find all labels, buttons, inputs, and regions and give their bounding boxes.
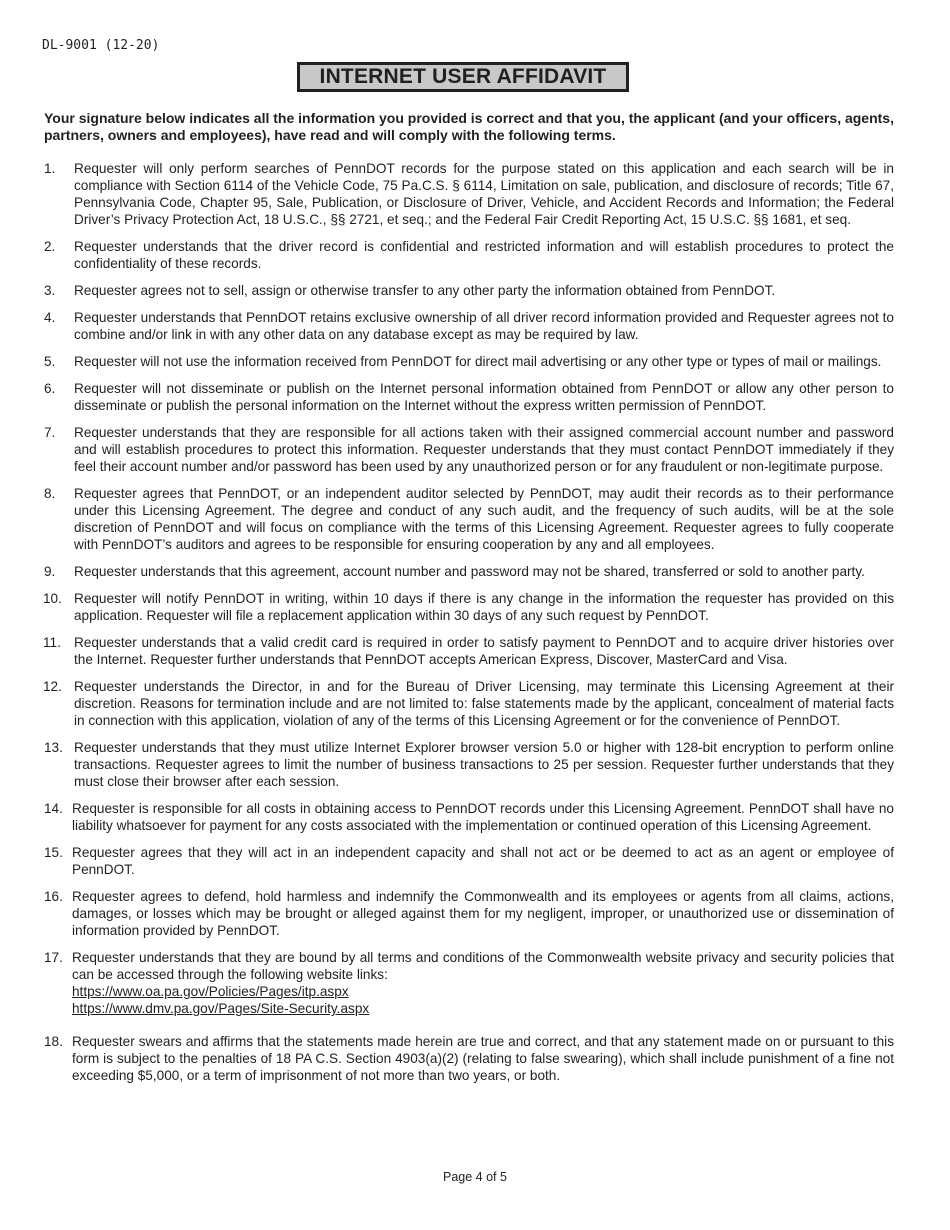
term-number: 9.: [44, 564, 56, 579]
term-text: Requester understands that they must utilize Internet Explorer browser version 5.0 or higher with 128-bit encryption to perform online transactions. Requester agrees to limit the number of business transactions to 25 per session. Requester further understands that they must close their browser after each session.: [74, 740, 894, 789]
term-number: 17.: [44, 950, 63, 965]
term-number: 3.: [44, 283, 56, 298]
term-number: 2.: [44, 239, 56, 254]
term-number: 5.: [44, 354, 56, 369]
term-item: [44, 282, 894, 299]
policy-link-itp[interactable]: https://www.oa.pa.gov/Policies/Pages/itp.aspx: [72, 984, 349, 999]
terms-list: [44, 160, 894, 1094]
term-text: Requester will only perform searches of PennDOT records for the purpose stated on this application and each search will be in compliance with Section 6114 of the Vehicle Code, 75 Pa.C.S. § 6114, Limitation on sale, publication, and disclosure of records; Title 67, Pennsylvania Code, Chapter 95, Sale, Publication, or Disclosure of Driver, Vehicle, and Accident Records and Information; the Federal Driver’s Privacy Protection Act, 18 U.S.C., §§ 2721, et seq.; and the Federal Fair Credit Reporting Act, 15 U.S.C. §§ 1681, et seq.: [74, 161, 894, 227]
term-item: [44, 800, 894, 834]
term-text: Requester will notify PennDOT in writing, within 10 days if there is any change in the information the requester has provided on this application. Requester will file a replacement application within 30 days of any such request by PennDOT.: [74, 591, 894, 623]
term-number: 6.: [44, 381, 56, 396]
term-item: [44, 238, 894, 272]
term-text: Requester is responsible for all costs in obtaining access to PennDOT records under this Licensing Agreement. PennDOT shall have no liability whatsoever for payment for any costs associated with the implementation or continued operation of this Licensing Agreement.: [72, 801, 894, 833]
term-item: [44, 844, 894, 878]
page-number: Page 4 of 5: [443, 1170, 507, 1184]
term-text: Requester understands that the driver record is confidential and restricted information and will establish procedures to protect the confidentiality of these records.: [74, 239, 894, 271]
term-text: Requester understands that this agreement, account number and password may not be shared, transferred or sold to another party.: [74, 564, 865, 579]
term-item: [44, 563, 894, 580]
policy-links: [72, 983, 894, 1017]
term-text: Requester will not use the information received from PennDOT for direct mail advertising or any other type or types of mail or mailings.: [74, 354, 882, 369]
title-box: [297, 62, 629, 92]
term-number: 13.: [44, 740, 63, 755]
term-text: Requester agrees not to sell, assign or otherwise transfer to any other party the information obtained from PennDOT.: [74, 283, 776, 298]
term-item: [44, 949, 894, 1017]
term-number: 18.: [44, 1034, 63, 1049]
term-text: Requester understands that they are bound by all terms and conditions of the Commonwealth website privacy and security policies that can be accessed through the following website links:: [72, 950, 894, 982]
term-item: [44, 739, 894, 790]
term-text: Requester understands the Director, in and for the Bureau of Driver Licensing, may terminate this Licensing Agreement at their discretion. Reasons for termination include and are not limited to: false statements made by the applicant, concealment of material facts in connection with this application, violation of any of the terms of this Licensing Agreement or for the convenience of PennDOT.: [74, 679, 894, 728]
term-item: [44, 424, 894, 475]
term-number: 14.: [44, 801, 63, 816]
term-item: [44, 1033, 894, 1084]
term-item: [44, 888, 894, 939]
term-item: [44, 590, 894, 624]
term-item: [44, 634, 894, 668]
term-number: 12.: [43, 679, 62, 694]
term-item: [44, 160, 894, 228]
term-text: Requester swears and affirms that the statements made herein are true and correct, and that any statement made on or pursuant to this form is subject to the penalties of 18 PA C.S. Section 4903(a)(2) (relating to false swearing), which shall include punishment of a fine not exceeding $5,000, or a term of imprisonment of not more than two years, or both.: [72, 1034, 894, 1083]
term-text: Requester understands that PennDOT retains exclusive ownership of all driver record information provided and Requester agrees not to combine and/or link in with any other data on any database except as may be required by law.: [74, 310, 894, 342]
policy-link-site-security[interactable]: https://www.dmv.pa.gov/Pages/Site-Security.aspx: [72, 1001, 370, 1016]
term-number: 16.: [44, 889, 63, 904]
term-item: [44, 678, 894, 729]
term-item: [44, 380, 894, 414]
page-title: INTERNET USER AFFIDAVIT: [319, 65, 607, 88]
term-text: Requester agrees that PennDOT, or an independent auditor selected by PennDOT, may audit their records as to their performance under this Licensing Agreement. The degree and conduct of any such audit, and the frequency of such audits, will be at the sole discretion of PennDOT and will focus on compliance with the terms of this Licensing Agreement. Requester agrees to fully cooperate with PennDOT’s auditors and agrees to be responsible for ensuring cooperation by any and all employees.: [74, 486, 894, 552]
term-text: Requester understands that they are responsible for all actions taken with their assigned commercial account number and password and will establish procedures to protect this information. Requester understands that they must contact PennDOT immediately if they feel their account number and/or password has been used by any unauthorized person or for any fraudulent or non-legitimate purpose.: [74, 425, 894, 474]
term-number: 1.: [44, 161, 56, 176]
intro-statement: Your signature below indicates all the information you provided is correct and that you, the applicant (and your officers, agents, partners, owners and employees), have read and will comply with the following terms.: [44, 110, 894, 143]
term-number: 10.: [43, 591, 62, 606]
term-text: Requester will not disseminate or publish on the Internet personal information obtained from PennDOT or allow any other person to disseminate or publish the personal information on the Internet without the express written permission of PennDOT.: [74, 381, 894, 413]
term-number: 7.: [44, 425, 56, 440]
term-number: 15.: [44, 845, 63, 860]
term-number: 8.: [44, 486, 56, 501]
term-item: [44, 309, 894, 343]
term-number: 11.: [43, 635, 61, 650]
term-text: Requester understands that a valid credit card is required in order to satisfy payment to PennDOT and to acquire driver histories over the Internet. Requester further understands that PennDOT accepts American Express, Discover, MasterCard and Visa.: [74, 635, 894, 667]
form-code: DL-9001 (12-20): [42, 38, 160, 53]
term-item: [44, 485, 894, 553]
term-text: Requester agrees that they will act in an independent capacity and shall not act or be deemed to act as an agent or employee of PennDOT.: [72, 845, 894, 877]
term-text: Requester agrees to defend, hold harmless and indemnify the Commonwealth and its employees or agents from all claims, actions, damages, or losses which may be brought or alleged against them for my negligent, improper, or unauthorized use or dissemination of information provided by PennDOT.: [72, 889, 894, 938]
term-number: 4.: [44, 310, 56, 325]
term-item: [44, 353, 894, 370]
